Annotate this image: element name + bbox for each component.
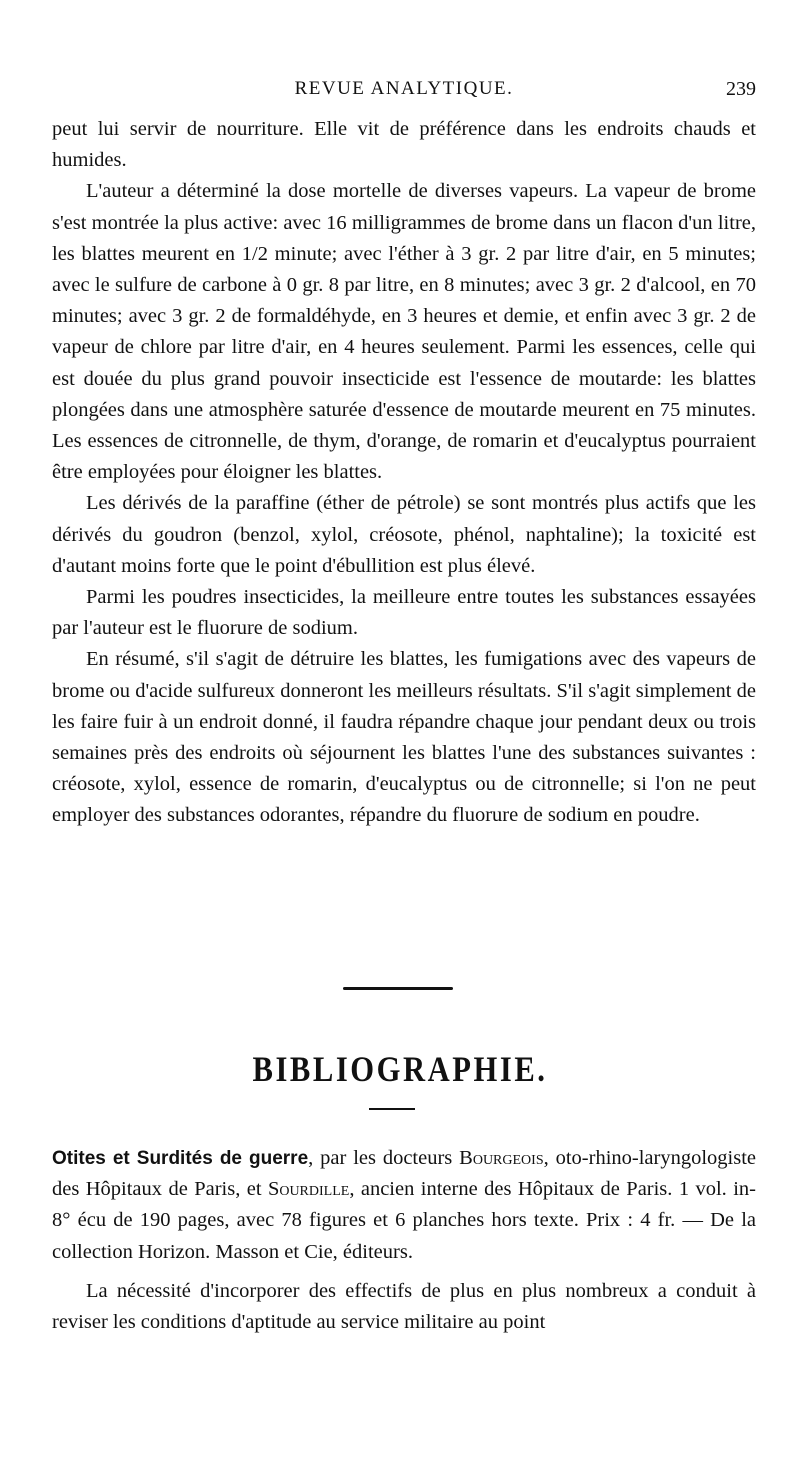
paragraph-poudres: Parmi les poudres insecticides, la meilleure entre toutes les substances essayées par l'auteur est le fluorure de sodium.: [52, 586, 756, 640]
running-title: REVUE ANALYTIQUE.: [294, 78, 514, 99]
review-paragraph: La nécessité d'incorporer des effectifs de plus en plus nombreux a conduit à reviser les conditions d'aptitude au service militaire au point: [52, 1279, 756, 1334]
section-divider: [343, 987, 453, 990]
page-number: 239: [726, 78, 756, 100]
section-title: BIBLIOGRAPHIE.: [252, 1049, 548, 1089]
book-title: Otites et Surdités de guerre: [52, 1148, 309, 1169]
paragraph-continuation: peut lui servir de nourriture. Elle vit de préférence dans les endroits chauds et humides.: [52, 118, 756, 172]
citation-text-3: , ancien interne des Hôpitaux de Paris. 1 vol. in-8° écu de 190 pages, avec 78 figures et 6 planches hors texte. Prix : 4 fr. — De la collection Horizon. Masson et Cie, éditeurs.: [52, 1178, 756, 1263]
citation-text-1: , par les docteurs: [308, 1147, 460, 1169]
author-sourdille: Sourdille: [267, 1178, 350, 1201]
paragraph-resume: En résumé, s'il s'agit de détruire les blattes, les fumigations avec des vapeurs de brome ou d'acide sulfureux donneront les meilleurs résultats. S'il s'agit simplement de les faire fuir à un endroit donné, il faudra répandre chaque jour pendant deux ou trois semaines près des endroits où séjournent les blattes l'une des substances suivantes : créosote, xylol, essence de romarin, d'eucalyptus ou de citronnelle; si l'on ne peut employer des substances odorantes, répandre du fluorure de sodium en poudre.: [52, 648, 756, 827]
author-bourgeois: Bourgeois: [459, 1147, 544, 1169]
running-head: [52, 78, 756, 104]
bibliography-entry: [52, 1143, 756, 1338]
bibliography-citation: [52, 1143, 756, 1268]
paragraph-vapeurs: L'auteur a déterminé la dose mortelle de diverses vapeurs. La vapeur de brome s'est montrée la plus active: avec 16 milligrammes de brome dans un flacon d'un litre, les blattes meurent en 1/2 minute; avec l'éther à 3 gr. 2 par litre d'air, en 5 minutes; avec le sulfure de carbone à 0 gr. 8 par litre, en 8 minutes; avec 3 gr. 2 d'alcool, en 70 minutes; avec 3 gr. 2 de formaldéhyde, en 3 heures et demie, et enfin avec 3 gr. 2 de vapeur de chlore par litre d'air, en 4 heures seulement. Parmi les essences, celle qui est douée du plus grand pouvoir insecticide est l'essence de moutarde: les blattes plongées dans une atmosphère saturée d'essence de moutarde meurent en 75 minutes. Les essences de citronnelle, de thym, d'orange, de romarin et d'eucalyptus pourraient être employées pour éloigner les blattes.: [52, 180, 756, 484]
citation-text-2: , oto-rhino-laryngologiste des Hôpitaux de Paris, et: [52, 1147, 757, 1201]
paragraph-derives: Les dérivés de la paraffine (éther de pétrole) se sont montrés plus actifs que les dérivés du goudron (benzol, xylol, créosote, phénol, naphtaline); la toxicité est d'autant moins forte que le point d'ébullition est plus élevé.: [52, 492, 756, 577]
title-underline: [369, 1108, 415, 1110]
article-body: [52, 114, 756, 832]
